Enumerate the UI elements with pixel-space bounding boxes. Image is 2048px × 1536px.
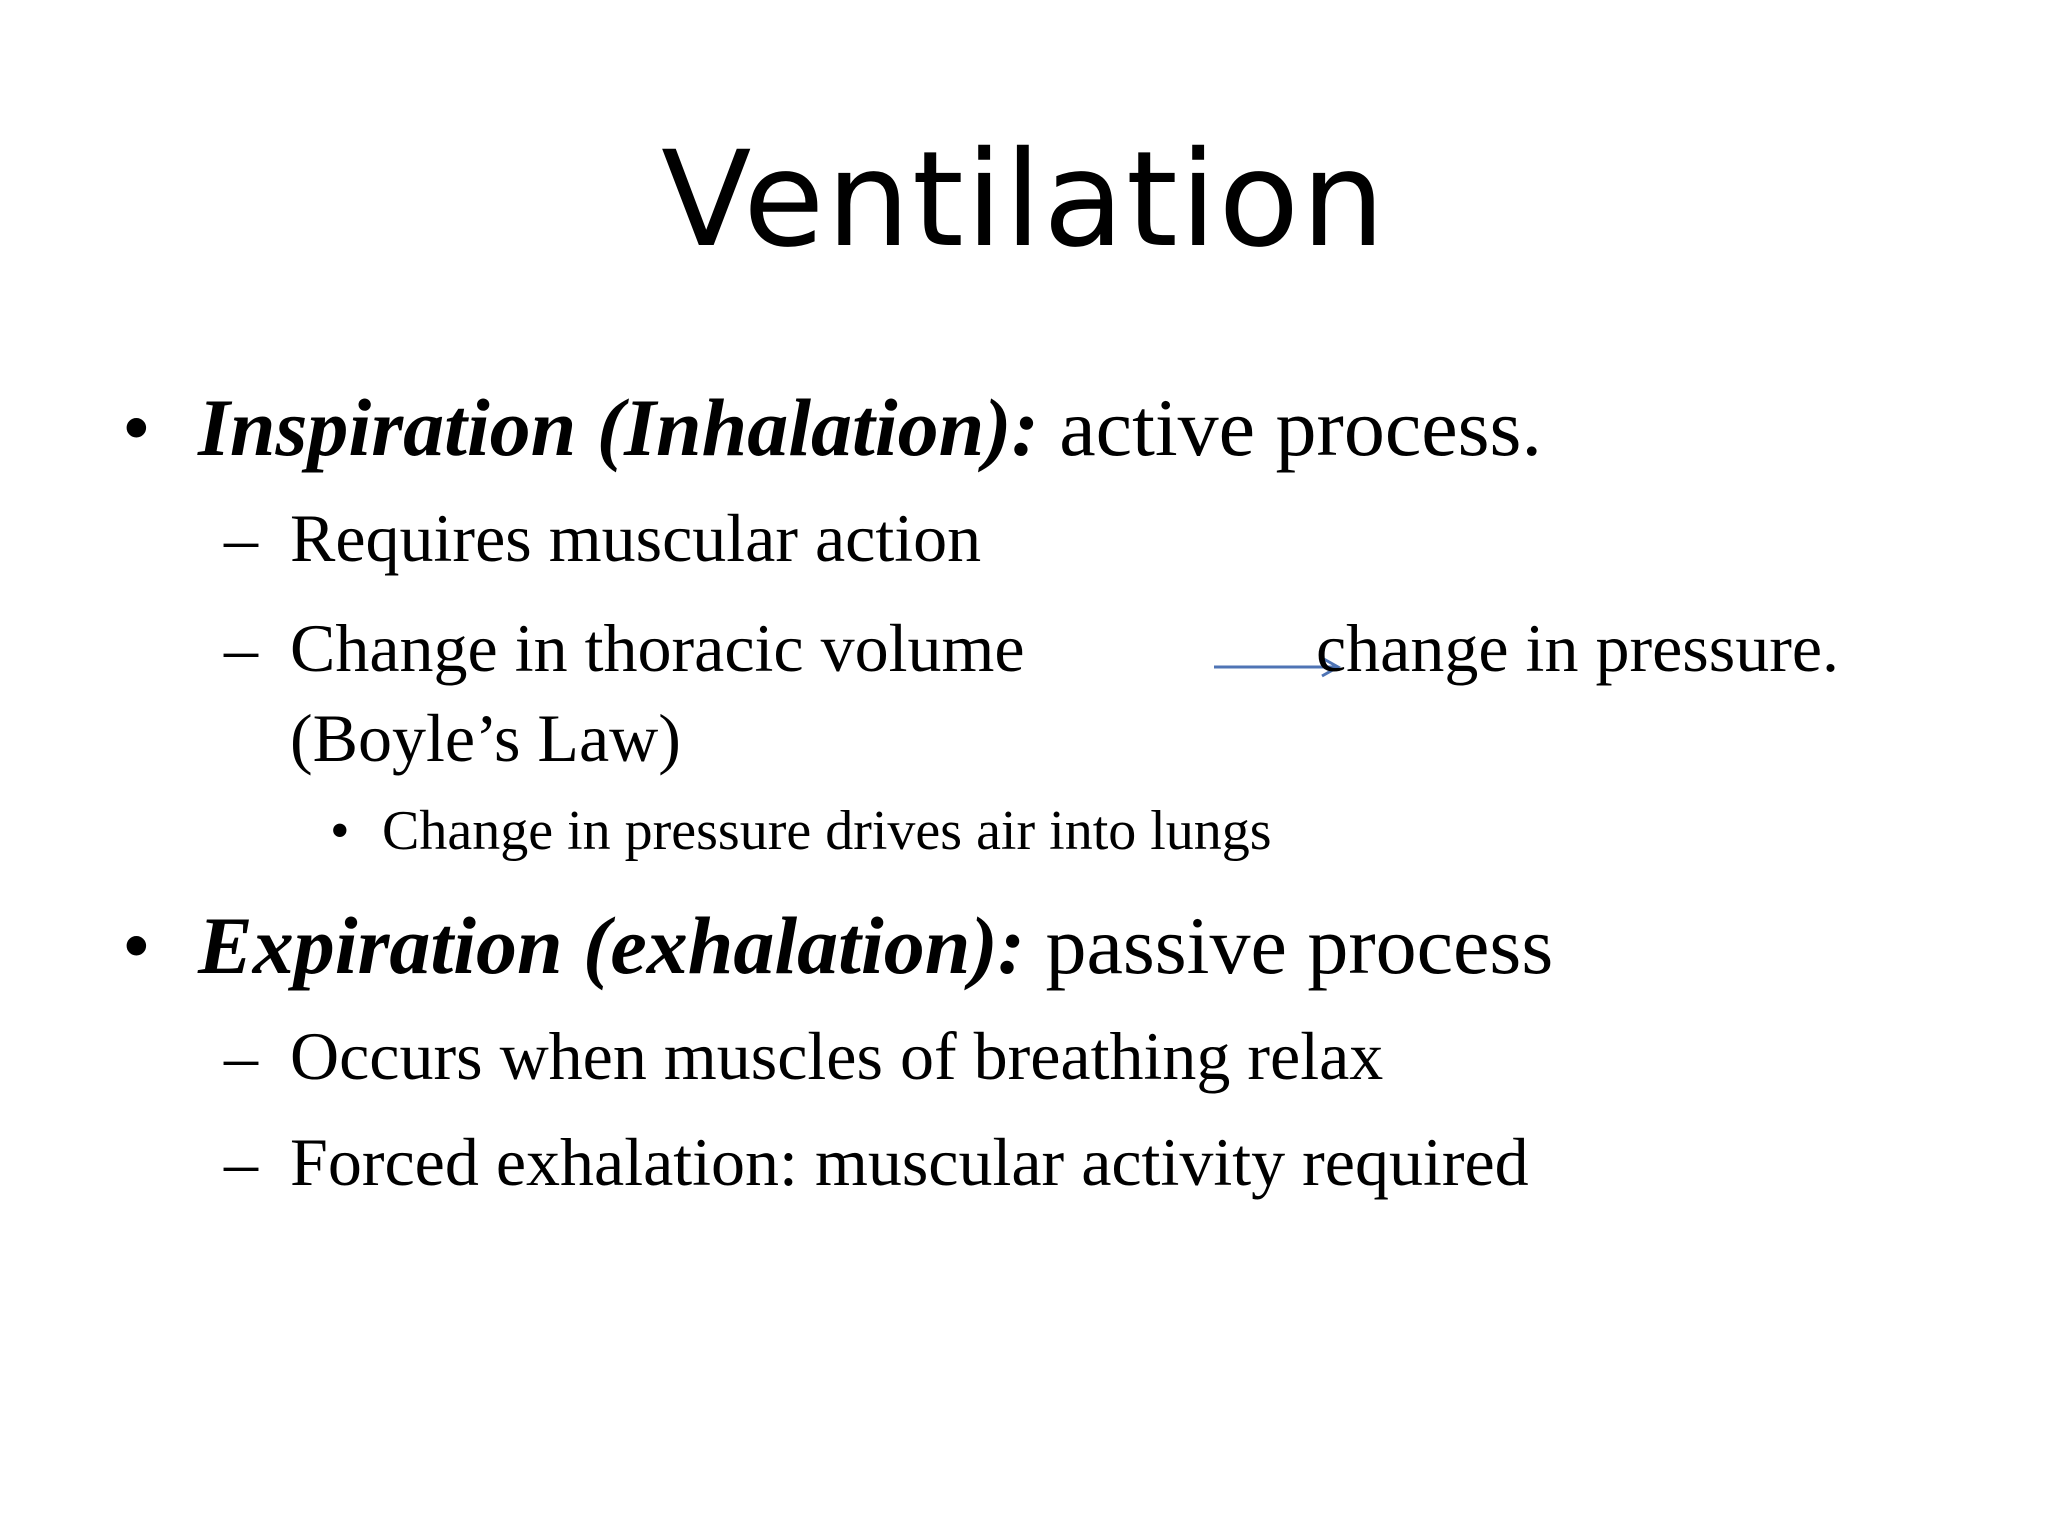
expiration-term: Expiration (exhalation): [198, 900, 1025, 991]
sub-point-pressure-drives-air: Change in pressure drives air into lungs [382, 800, 1272, 862]
sub-bullet: • [330, 800, 350, 862]
dash: – [224, 1124, 258, 1200]
expiration-heading [198, 896, 1553, 996]
inspiration-heading [198, 378, 1542, 478]
point-thoracic-volume: Change in thoracic volume [290, 610, 1025, 686]
slide-title: Ventilation [661, 123, 1387, 277]
dash: – [224, 500, 258, 576]
expiration-description: passive process [1024, 900, 1554, 991]
point-requires-muscular-action: Requires muscular action [290, 500, 982, 576]
bullet: • [122, 382, 151, 473]
dash: – [224, 1018, 258, 1094]
inspiration-description: active process. [1038, 382, 1542, 473]
point-boyles-law: (Boyle’s Law) [290, 700, 681, 776]
inspiration-term: Inspiration (Inhalation): [198, 382, 1039, 473]
dash: – [224, 610, 258, 686]
point-change-in-pressure: change in pressure. [1316, 610, 1840, 686]
bullet: • [122, 900, 151, 991]
point-forced-exhalation: Forced exhalation: muscular activity required [290, 1124, 1529, 1200]
point-muscles-relax: Occurs when muscles of breathing relax [290, 1018, 1384, 1094]
